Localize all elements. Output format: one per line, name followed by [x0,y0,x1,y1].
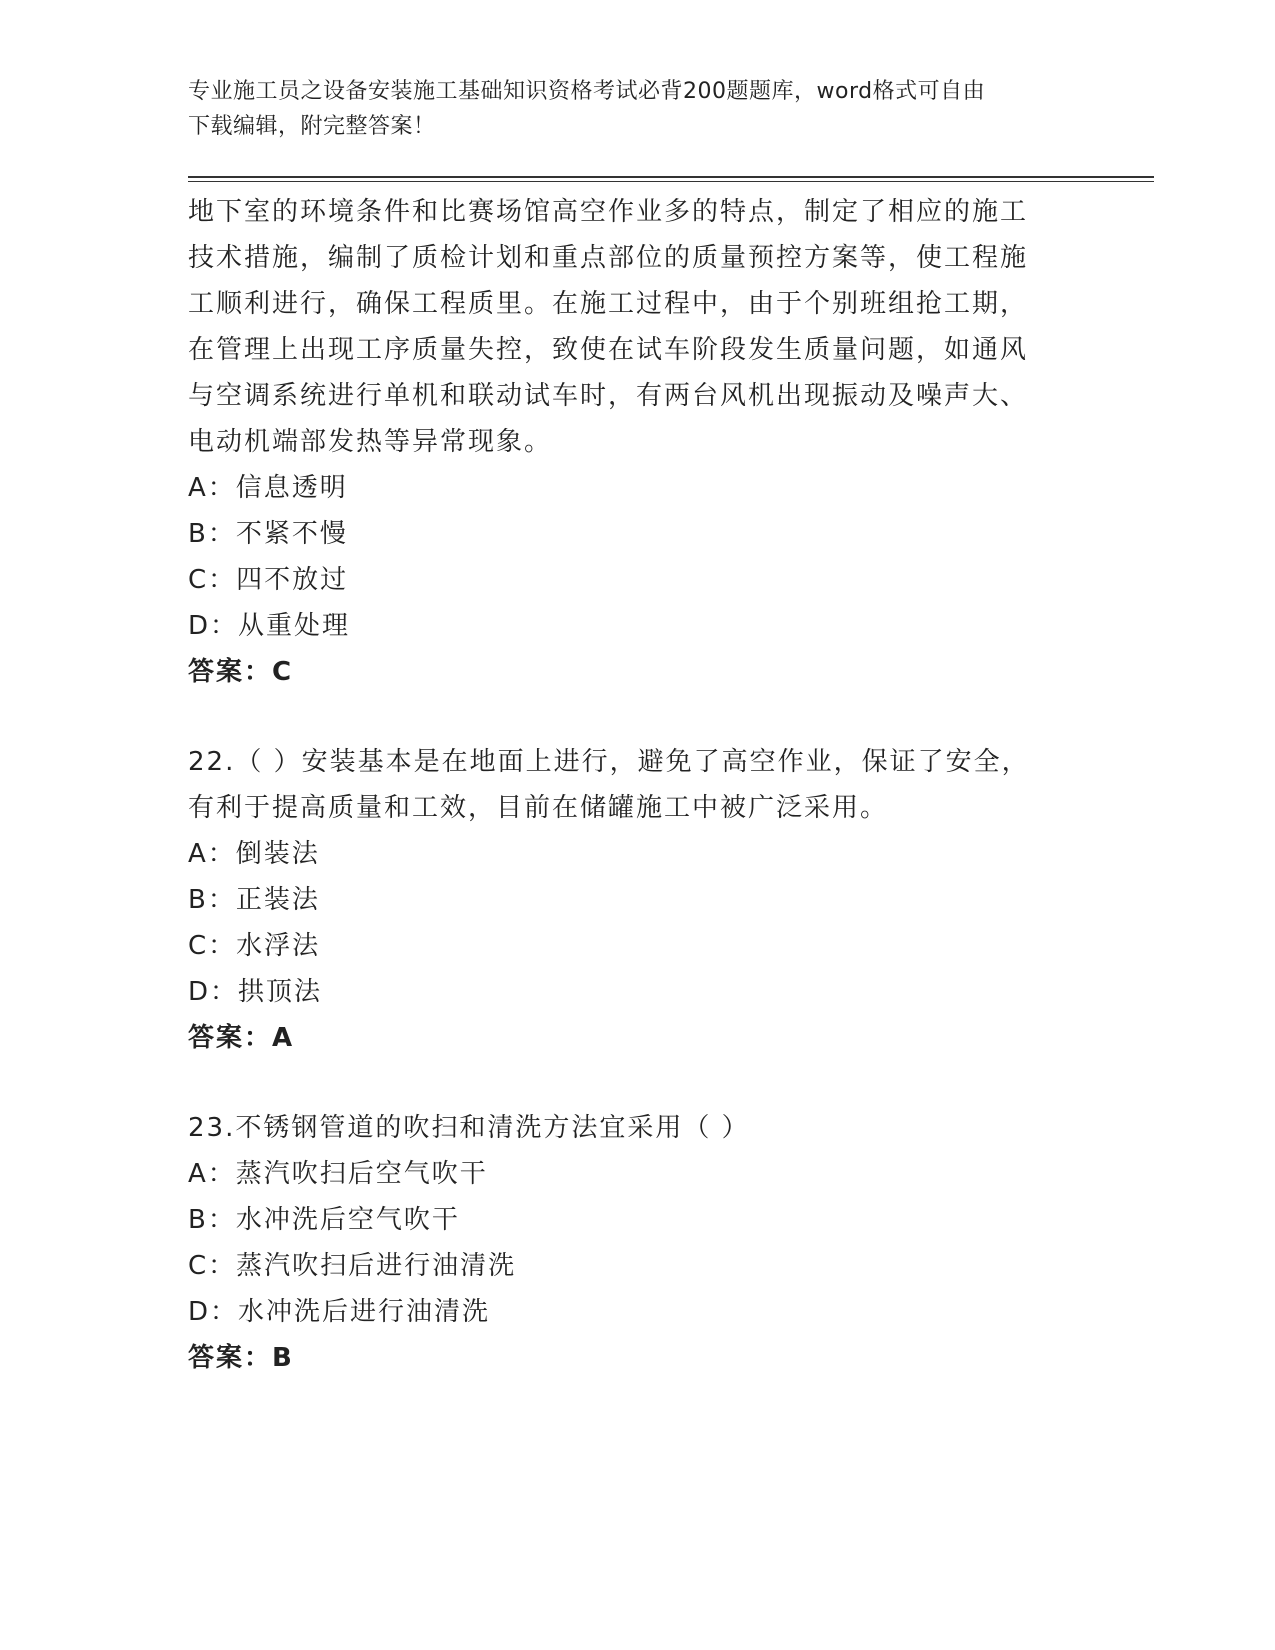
answer-line: 答案：C [188,657,294,687]
header-line-2: 下载编辑，附完整答案！ [188,114,436,139]
option-c: C：水浮法 [188,931,321,961]
question-stem-line: 地下室的环境条件和比赛场馆高空作业多的特点，制定了相应的施工 [188,197,1029,227]
option-c: C：蒸汽吹扫后进行油清洗 [188,1251,517,1281]
answer-line: 答案：B [188,1343,294,1373]
question-stem-line: 22.（ ）安装基本是在地面上进行，避免了高空作业，保证了安全， [188,747,1030,777]
question-stem-line: 在管理上出现工序质量失控，致使在试车阶段发生质量问题，如通风 [188,335,1029,365]
header-line-1: 专业施工员之设备安装施工基础知识资格考试必背200题题库，word格式可自由 [188,79,986,104]
document-header [188,74,1068,144]
question-stem-line: 23.不锈钢管道的吹扫和清洗方法宜采用（ ） [188,1113,750,1143]
option-a: A：倒装法 [188,839,320,869]
question-stem-line: 电动机端部发热等异常现象。 [188,427,553,457]
option-d: D：拱顶法 [188,977,323,1007]
question-spacer [188,695,1068,739]
option-b: B：不紧不慢 [188,519,348,549]
document-body [188,189,1068,1381]
question-stem-line: 有利于提高质量和工效，目前在储罐施工中被广泛采用。 [188,793,889,823]
answer-line: 答案：A [188,1023,295,1053]
option-b: B：水冲洗后空气吹干 [188,1205,460,1235]
question-21 [188,189,1068,695]
question-23 [188,1105,1068,1381]
question-stem-line: 与空调系统进行单机和联动试车时，有两台风机出现振动及噪声大、 [188,381,1029,411]
option-a: A：蒸汽吹扫后空气吹干 [188,1159,488,1189]
header-divider-thick [188,176,1154,178]
question-stem-line: 技术措施，编制了质检计划和重点部位的质量预控方案等，使工程施 [188,243,1029,273]
header-divider-thin [188,181,1154,182]
option-b: B：正装法 [188,885,320,915]
option-d: D：水冲洗后进行油清洗 [188,1297,491,1327]
question-spacer [188,1061,1068,1105]
question-stem-line: 工顺利进行，确保工程质里。在施工过程中，由于个别班组抢工期， [188,289,1029,319]
question-22 [188,739,1068,1061]
option-d: D：从重处理 [188,611,351,641]
option-a: A：信息透明 [188,473,348,503]
option-c: C：四不放过 [188,565,349,595]
